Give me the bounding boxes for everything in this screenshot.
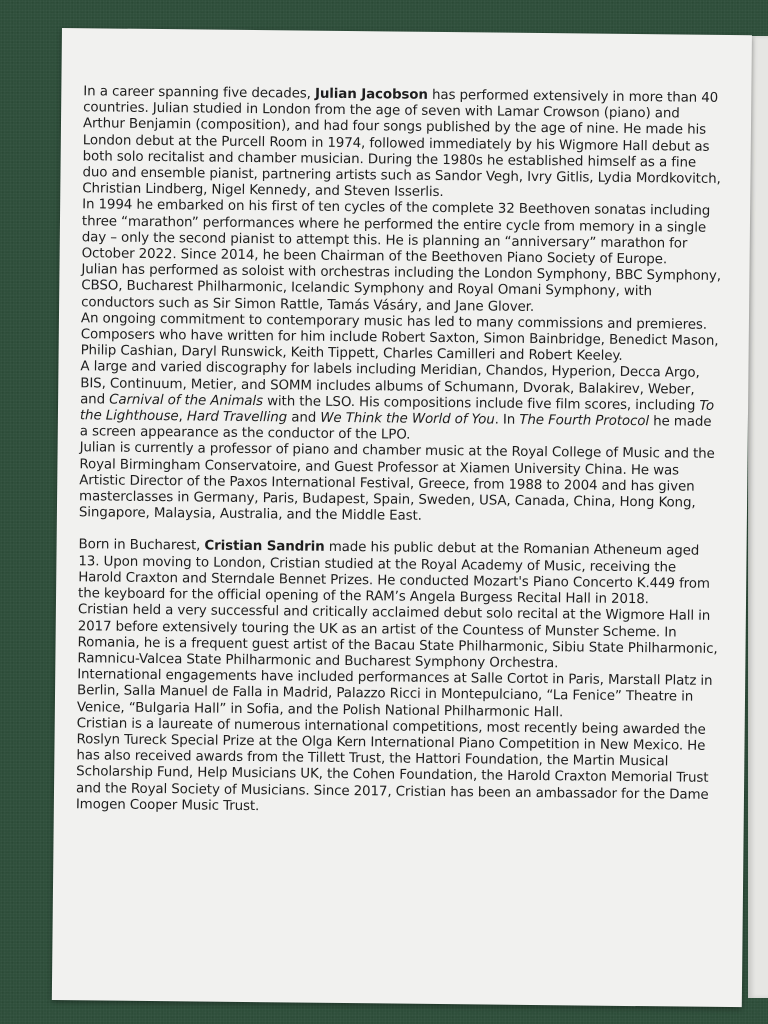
work-title: To the Lighthouse — [79, 398, 715, 425]
julian-jacobson-biography — [79, 84, 726, 528]
work-title: The Fourth Protocol — [519, 412, 650, 430]
text-run: made his public debut at the Romanian Atheneum aged 13. Upon moving to London, Cristian studied at the Royal Academy of Music, receiving the Harold Craxton and Sterndale Bennet Prizes. He conducted Mozart's Piano Concerto K.449 from the keyboard for the official opening of the RAM’s Angela Burgess Recital Hall in 2018. — [77, 540, 710, 608]
programme-page — [52, 28, 752, 1007]
bio1-paragraph-3: Julian has performed as soloist with orchestras including the London Symphony, BBC Symphony, CBSO, Bucharest Philharmonic, Icelandic Symphony and Royal Omani Symphony, with conductors such as Sir Simon Rattle, Tamás Vásáry, and Jane Glover. — [81, 262, 722, 315]
text-run: Born in Bucharest, — [78, 537, 205, 555]
biography-text — [76, 84, 726, 820]
text-run: . In — [494, 412, 520, 428]
cristian-sandrin-biography — [76, 538, 721, 820]
work-title: Hard Travelling — [186, 409, 288, 426]
work-title: Carnival of the Animals — [109, 392, 264, 409]
bio1-paragraph-1 — [82, 84, 725, 204]
work-title: We Think the World of You — [320, 410, 495, 428]
bio2-paragraph-3: International engagements have included performances at Salle Cortot in Paris, Marstall Platz in Berlin, Salla Manuel de Falla in Madrid, Palazzo Ricci in Montepulciano, “La Fenice” Theatre in Venice, “Bulgaria Hall” in Sofia, and the Polish National Philharmonic Hall. — [76, 667, 713, 720]
text-run: he made a screen appearance as the conductor of the LPO. — [79, 414, 712, 443]
text-run: has performed extensively in more than 40 countries. Julian studied in London from the age of seven with Lamar Crowson (piano) and Arthur Benjamin (composition), and had four songs published by the age of nine. He made his London debut at the Purcell Room in 1974, followed immediately by his Wigmore Hall debut as both solo recitalist and chamber musician. During the 1980s he established himself as a fine duo and ensemble pianist, partnering artists such as Sandor Vegh, Ivry Gitlis, Lydia Mordkovitch, Christian Lindberg, Nigel Kennedy, and Steven Isserlis. — [82, 87, 721, 201]
back-page-edge — [748, 36, 768, 998]
bio2-paragraph-2: Cristian held a very successful and critically acclaimed debut solo recital at the Wigmore Hall in 2017 before extensively touring the UK as an artist of the Countess of Munster Scheme. In Romania, he is a frequent guest artist of the Bacau State Philharmonic, Sibiu State Philharmonic, Ramnicu-Valcea State Philharmonic and Bucharest Symphony Orchestra. — [77, 602, 718, 672]
text-run: and — [287, 410, 321, 426]
bio1-paragraph-6: Julian is currently a professor of piano and chamber music at the Royal College of Music and the Royal Birmingham Conservatoire, and Guest Professor at Xiamen University China. He was Artistic Director of the Paxos International Festival, Greece, from 1988 to 2004 and has given masterclasses in Germany, Paris, Budapest, Spain, Sweden, USA, Canada, China, Hong Kong, Singapore, Malaysia, Australia, and the Middle East. — [78, 440, 715, 525]
performer-name: Julian Jacobson — [314, 86, 428, 103]
bio1-paragraph-5 — [80, 360, 723, 448]
bio2-paragraph-1 — [78, 538, 721, 610]
text-run: , — [178, 409, 187, 425]
bio1-paragraph-2: In 1994 he embarked on his first of ten cycles of the complete 32 Beethoven sonatas including three “marathon” performances where he performed the entire cycle from memory in a single day – only the second pianist to attempt this. He is planning an “anniversary” marathon for October 2022. Since 2014, he been Chairman of the Beethoven Piano Society of Europe. — [81, 197, 711, 268]
bio2-paragraph-4: Cristian is a laureate of numerous international competitions, most recently being awarded the Roslyn Tureck Special Prize at the Olga Kern International Piano Competition in New Mexico. He has also received awards from the Tillett Trust, the Hattori Foundation, the Martin Musical Scholarship Fund, Help Musicians UK, the Cohen Foundation, the Harold Craxton Memorial Trust and the Royal Society of Musicians. Since 2017, Cristian has been an ambassador for the Dame Imogen Cooper Music Trust. — [75, 715, 709, 814]
performer-name: Cristian Sandrin — [204, 539, 325, 556]
text-run: In a career spanning five decades, — [83, 84, 316, 102]
text-run: A large and varied discography for labels including Meridian, Chandos, Hyperion, Decca Argo, BIS, Continuum, Metier, and SOMM includes albums of Schumann, Dvorak, Balakirev, Weber, and — [80, 359, 700, 408]
text-run: with the LSO. His compositions include five film scores, including — [262, 393, 700, 414]
bio1-paragraph-4: An ongoing commitment to contemporary music has led to many commissions and premieres. Composers who have written for him include Robert Saxton, Simon Bainbridge, Benedict Mason, Philip Cashian, Daryl Runswick, Keith Tippett, Charles Camilleri and Robert Keeley. — [80, 311, 719, 365]
